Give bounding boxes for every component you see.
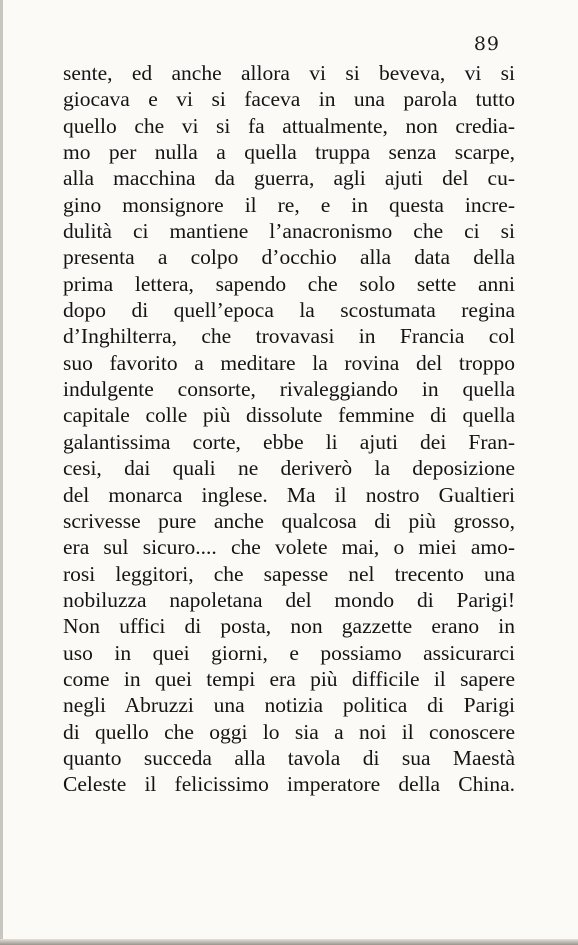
text-line: Celeste il felicissimo imperatore della China. [63,772,515,797]
text-line: di quello che oggi lo sia a noi il conoscere [63,719,515,744]
text-line: sente, ed anche allora vi si beveva, vi si [63,61,515,85]
body-text [63,60,515,798]
text-line: dulità ci mantiene l’anacronismo che ci si [63,219,515,244]
text-line: gino monsignore il re, e in questa incre- [63,192,515,217]
text-line: era sul sicuro.... che volete mai, o miei amo- [63,535,515,560]
text-line: galantissima corte, ebbe li ajuti dei Fran- [63,429,515,454]
text-line: del monarca inglese. Ma il nostro Gualtieri [63,482,515,507]
text-line: alla macchina da guerra, agli ajuti del cu- [63,166,515,191]
page-number: 89 [473,33,500,55]
text-line: presenta a colpo d’occhio alla data della [63,245,515,270]
text-line: mo per nulla a quella truppa senza scarpe, [63,140,515,165]
page-left-edge [0,0,3,945]
text-line: negli Abruzzi una notizia politica di Parigi [63,693,515,718]
text-line: suo favorito a meditare la rovina del troppo [63,350,515,375]
text-line: d’Inghilterra, che trovavasi in Francia col [63,324,515,349]
text-line: indulgente consorte, rivaleggiando in quella [63,377,515,402]
text-line: quanto succeda alla tavola di sua Maestà [63,745,515,770]
text-line: dopo di quell’epoca la scostumata regina [63,298,515,323]
text-line: cesi, dai quali ne deriverò la deposizione [63,456,515,481]
text-line: Non uffici di posta, non gazzette erano in [63,614,515,639]
page-bottom-edge [0,939,578,945]
text-line: uso in quei giorni, e possiamo assicurarci [63,640,515,665]
text-line: rosi leggitori, che sapesse nel trecento una [63,561,515,586]
text-line: capitale colle più dissolute femmine di quella [63,403,515,428]
text-line: quello che vi si fa attualmente, non credia- [63,113,515,138]
text-line: nobiluzza napoletana del mondo di Parigi! [63,587,515,612]
text-line: prima lettera, sapendo che solo sette anni [63,271,515,296]
text-line: scrivesse pure anche qualcosa di più grosso, [63,508,515,533]
text-line: giocava e vi si faceva in una parola tutto [63,87,515,112]
text-line: come in quei tempi era più difficile il sapere [63,666,515,691]
